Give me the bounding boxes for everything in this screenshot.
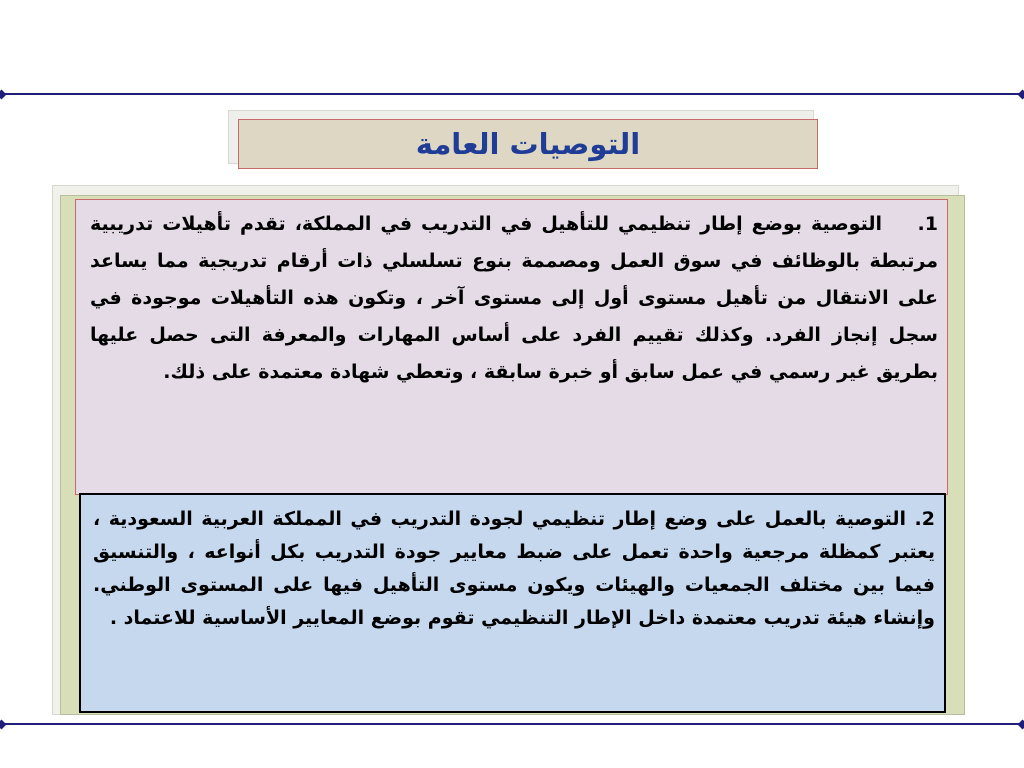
top-divider	[0, 93, 1024, 95]
slide-title: التوصيات العامة	[415, 127, 641, 161]
top-divider-left-diamond-icon	[0, 90, 6, 100]
bottom-divider	[0, 723, 1024, 725]
recommendation-1	[90, 206, 938, 391]
recommendation-1-text: التوصية بوضع إطار تنظيمي للتأهيل في التدريب في المملكة، تقدم تأهيلات تدريبية مرتبطة بالوظائف في سوق العمل ومصممة بنوع تسلسلي ذات أرقام تدريجية مما يساعد على الانتقال من تأهيل مستوى أول إلى مستوى آخر ، وتكون هذه التأهيلات موجودة في سجل إنجاز الفرد. وكذلك تقييم الفرد على أساس المهارات والمعرفة التى حصل عليها بطريق غير رسمي في عمل سابق أو خبرة سابقة ، وتعطي شهادة معتمدة على ذلك.	[90, 213, 938, 383]
title-box	[238, 119, 818, 169]
top-divider-right-diamond-icon	[1018, 90, 1024, 100]
bottom-divider-left-diamond-icon	[0, 720, 6, 730]
recommendation-1-number: 1.	[917, 213, 938, 235]
recommendation-2	[93, 503, 935, 635]
recommendation-2-text: التوصية بالعمل على وضع إطار تنظيمي لجودة التدريب في المملكة العربية السعودية ، يعتبر كمظلة مرجعية واحدة تعمل على ضبط معايير جودة التدريب بكل أنواعه ، والتنسيق فيما بين مختلف الجمعيات والهيئات ويكون مستوى التأهيل فيها على المستوى الوطني. وإنشاء هيئة تدريب معتمدة داخل الإطار التنظيمي تقوم بوضع المعايير الأساسية للاعتماد .	[93, 508, 935, 629]
bottom-divider-right-diamond-icon	[1018, 720, 1024, 730]
recommendation-2-number: 2.	[914, 508, 935, 530]
